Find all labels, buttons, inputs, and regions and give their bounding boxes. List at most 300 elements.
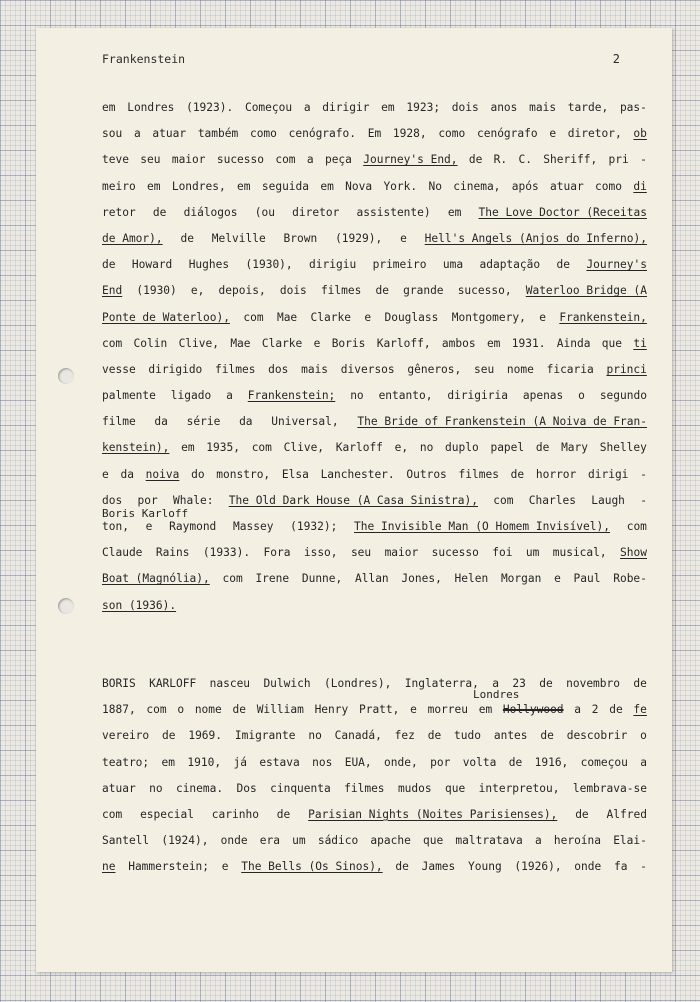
word: série xyxy=(186,415,221,429)
word: Dunne, xyxy=(301,572,343,586)
word: e xyxy=(554,572,561,586)
word: e xyxy=(400,231,407,245)
word: diálogos xyxy=(183,205,238,219)
header-title: Frankenstein xyxy=(102,52,186,66)
word: sucesso, xyxy=(457,284,512,298)
word: ti xyxy=(633,336,647,350)
word: tudo xyxy=(454,729,481,743)
word: BORIS xyxy=(102,676,136,690)
text-line xyxy=(102,828,647,854)
word: filme xyxy=(102,415,136,429)
word: por xyxy=(430,755,451,769)
word: William xyxy=(256,703,304,717)
word: Karloff xyxy=(335,441,383,455)
word: atuar xyxy=(102,781,136,795)
word: com xyxy=(626,520,647,533)
word: dirigiu xyxy=(309,258,357,272)
word: e xyxy=(145,520,153,533)
word: Jones, xyxy=(401,572,442,586)
word: de xyxy=(633,676,647,690)
word: e xyxy=(364,310,372,324)
word: son (1936). xyxy=(102,598,177,612)
word: mais xyxy=(301,362,329,376)
word: James xyxy=(421,860,456,874)
word: 2 xyxy=(591,703,599,717)
text-line xyxy=(102,688,647,723)
word: de xyxy=(540,729,554,743)
typed-insert-londres: Londres xyxy=(473,688,520,702)
word: atuar xyxy=(152,127,187,141)
word: com xyxy=(102,807,123,821)
word: e xyxy=(102,467,109,481)
word: meiro xyxy=(102,179,136,193)
word: Colin xyxy=(133,336,168,350)
word: de xyxy=(510,467,525,481)
document-body xyxy=(102,95,647,880)
word: (1933). xyxy=(202,546,251,560)
word: dos xyxy=(268,362,289,376)
word: (1932); xyxy=(290,520,338,533)
word: dos xyxy=(102,493,123,507)
text-line xyxy=(102,435,647,461)
word: segundo xyxy=(599,389,647,403)
word: com xyxy=(146,703,167,717)
paragraph-karloff xyxy=(102,671,647,881)
word: 1935, xyxy=(206,441,240,455)
word: diversos xyxy=(340,362,395,376)
word: mais xyxy=(529,101,557,114)
word: Laugh xyxy=(591,493,625,507)
word: vereiro xyxy=(102,729,150,743)
typewritten-page xyxy=(36,28,672,972)
word: da xyxy=(120,467,134,481)
word: carinho xyxy=(211,807,259,821)
word: descobrir xyxy=(566,729,628,743)
word: maior xyxy=(384,546,419,560)
word: (Londres), xyxy=(323,676,392,690)
word: ligado xyxy=(170,389,212,403)
word: sucesso xyxy=(431,546,479,560)
word: no xyxy=(149,781,163,795)
word: no xyxy=(350,389,364,403)
text-line xyxy=(102,331,647,357)
word: Morgan xyxy=(500,572,542,586)
word: nome xyxy=(506,362,534,376)
word: Elai- xyxy=(613,834,647,848)
word: dois xyxy=(279,284,307,298)
word: - xyxy=(640,467,647,481)
word: de xyxy=(539,676,553,690)
word: onde, xyxy=(384,755,418,769)
text-line xyxy=(102,593,647,619)
word: Clarke xyxy=(310,310,351,324)
word: End xyxy=(102,284,123,298)
word: onde xyxy=(574,860,602,874)
word: Charles xyxy=(528,493,576,507)
word: horror xyxy=(535,467,577,481)
word: de xyxy=(575,807,589,821)
word: Whale: xyxy=(173,493,214,507)
word: após xyxy=(511,179,539,193)
text-line xyxy=(102,357,647,383)
word: em xyxy=(478,703,493,717)
word: The Invisible Man (O Homem Invisível), xyxy=(354,520,610,533)
word: monstro, xyxy=(216,467,271,481)
word: lembrava-se xyxy=(572,781,647,795)
punch-hole-upper xyxy=(58,368,74,384)
word: como xyxy=(438,127,466,141)
word: papel xyxy=(490,441,525,455)
word: o xyxy=(177,703,185,717)
word: Ainda xyxy=(556,336,591,350)
word: duplo xyxy=(445,441,479,455)
word: Frankenstein, xyxy=(559,310,647,324)
word: heroína xyxy=(553,834,602,848)
text-line xyxy=(102,723,647,749)
word: Elsa xyxy=(281,467,309,481)
word: com xyxy=(493,493,514,507)
word: (1926), xyxy=(514,860,562,874)
word: retor xyxy=(102,205,136,219)
word: Fora xyxy=(263,546,291,560)
word: pas- xyxy=(619,101,647,114)
word: a xyxy=(133,127,141,141)
word: ob xyxy=(633,127,647,141)
text-line xyxy=(102,507,647,540)
word: o xyxy=(578,389,585,403)
word: um xyxy=(292,834,306,848)
word: ficaria xyxy=(546,362,594,376)
word: um xyxy=(525,546,540,560)
word: C. xyxy=(518,153,532,167)
word: de xyxy=(468,153,483,167)
word: cenógrafo xyxy=(476,127,538,141)
word: antes xyxy=(493,729,528,743)
text-line xyxy=(102,305,647,331)
word: seu xyxy=(473,362,495,376)
word: (1929), xyxy=(335,231,383,245)
word: por xyxy=(137,493,158,507)
word: que xyxy=(423,834,444,848)
word: Começou xyxy=(244,101,293,114)
word: onde xyxy=(220,834,248,848)
word: de xyxy=(152,205,167,219)
word: dois xyxy=(451,101,479,114)
word: No xyxy=(428,179,442,193)
word: Mae xyxy=(276,310,298,324)
word: cinema. xyxy=(175,781,224,795)
word: Melville xyxy=(211,231,266,245)
word: nos xyxy=(312,755,333,769)
word: já xyxy=(233,755,247,769)
word: de xyxy=(556,258,570,272)
word: Young xyxy=(468,860,502,874)
word: entanto, xyxy=(378,389,433,403)
word: Brown xyxy=(283,231,318,245)
word: Mary xyxy=(561,441,589,455)
word: diretor xyxy=(292,205,340,219)
word: que xyxy=(601,336,622,350)
word: a xyxy=(534,834,542,848)
word: - xyxy=(640,153,647,167)
text-line xyxy=(102,252,647,278)
word: EUA, xyxy=(344,755,372,769)
word: isso, xyxy=(303,546,338,560)
word: Waterloo Bridge (A xyxy=(525,284,647,298)
word: de xyxy=(276,807,291,821)
text-line xyxy=(102,174,647,200)
word: vesse xyxy=(102,362,136,376)
word: ne xyxy=(102,860,116,874)
word: mudos xyxy=(397,781,432,795)
word: 1887, xyxy=(102,703,136,717)
word: Hollywood xyxy=(502,703,564,717)
word: no xyxy=(419,441,434,455)
word: Henry xyxy=(314,703,349,717)
word: que xyxy=(445,781,466,795)
text-line xyxy=(102,802,647,828)
word: estava xyxy=(259,755,300,769)
word: de xyxy=(162,729,176,743)
word: Boris xyxy=(331,336,366,350)
word: cinquenta xyxy=(270,781,331,795)
word: Massey xyxy=(233,520,274,533)
word: o xyxy=(640,729,647,743)
word: Sheriff, xyxy=(543,153,598,167)
word: começou xyxy=(580,755,628,769)
word: seu xyxy=(350,546,372,560)
word: (ou xyxy=(254,205,275,219)
word: Universal, xyxy=(271,415,339,429)
word: apache xyxy=(370,834,411,848)
word: de xyxy=(232,703,246,717)
word: de xyxy=(102,258,116,272)
text-line xyxy=(102,147,647,173)
word: (1930), xyxy=(245,258,293,272)
word: especial xyxy=(140,807,194,821)
word: KARLOFF xyxy=(149,676,197,690)
word: de xyxy=(508,755,523,769)
word: - xyxy=(640,860,647,874)
word: Robe- xyxy=(613,572,647,586)
word: teve xyxy=(102,153,129,167)
page-number: 2 xyxy=(612,52,620,66)
word: a xyxy=(306,153,314,167)
word: Em xyxy=(367,127,382,141)
word: sou xyxy=(102,127,123,141)
word: The Bride of Frankenstein (A Noiva de Fran- xyxy=(357,415,647,429)
word: em xyxy=(381,101,395,114)
word: em xyxy=(486,336,501,350)
word: em xyxy=(147,179,161,193)
word: filmes xyxy=(215,362,256,376)
word: Montgomery, xyxy=(451,310,526,324)
word: Lanchester. xyxy=(320,467,395,481)
word: com xyxy=(243,310,264,324)
word: novembro xyxy=(566,676,620,690)
text-line xyxy=(102,540,647,566)
word: morreu xyxy=(427,703,468,717)
word: kenstein), xyxy=(102,441,170,455)
word: a xyxy=(640,755,647,769)
word: Alfred xyxy=(606,807,647,821)
word: Helen xyxy=(454,572,489,586)
word: Londres, xyxy=(171,179,226,193)
word: maltratava xyxy=(455,834,523,848)
word: primeiro xyxy=(372,258,427,272)
word: do xyxy=(191,467,205,481)
word: e xyxy=(313,336,321,350)
word: interpretou, xyxy=(478,781,560,795)
word: Karloff, xyxy=(376,336,431,350)
word: 1931. xyxy=(511,336,546,350)
word: em xyxy=(161,755,176,769)
word: 23 xyxy=(512,676,526,690)
word: em xyxy=(320,179,334,193)
word: Dos xyxy=(236,781,257,795)
word: fez xyxy=(394,729,415,743)
word: e, xyxy=(190,284,205,298)
word: depois, xyxy=(218,284,266,298)
word: Clarke xyxy=(261,336,303,350)
word: adaptação xyxy=(479,258,541,272)
word: 1916, xyxy=(534,755,569,769)
word: pri xyxy=(608,153,629,167)
word: Mae xyxy=(230,336,251,350)
text-line xyxy=(102,671,647,697)
word: volta xyxy=(462,755,497,769)
word: gêneros, xyxy=(407,362,462,376)
word: em xyxy=(181,441,195,455)
word: peça xyxy=(324,153,352,167)
word: da xyxy=(239,415,253,429)
word: apenas xyxy=(522,389,564,403)
word: de Amor), xyxy=(102,231,163,245)
word: 1928, xyxy=(392,127,427,141)
text-line xyxy=(102,278,647,304)
word: nasceu xyxy=(209,676,251,690)
word: filmes xyxy=(344,781,385,795)
word: Frankenstein; xyxy=(247,389,336,403)
word: de xyxy=(375,284,389,298)
word: de xyxy=(535,441,550,455)
word: filmes xyxy=(320,284,362,298)
word: dirigir xyxy=(322,101,370,114)
word: com xyxy=(275,153,296,167)
word: em xyxy=(237,179,251,193)
word: R. xyxy=(493,153,508,167)
word: fe xyxy=(633,703,647,717)
text-line xyxy=(102,462,647,488)
word: 1910, xyxy=(187,755,222,769)
text-line xyxy=(102,854,647,880)
word: tarde, xyxy=(567,101,609,114)
text-line xyxy=(102,409,647,435)
text-line xyxy=(102,383,647,409)
word: atuar xyxy=(550,179,584,193)
word: dirigiria xyxy=(447,389,508,403)
word: (1924), xyxy=(161,834,209,848)
word: diretor, xyxy=(567,127,622,141)
text-line xyxy=(102,776,647,802)
word: Hughes xyxy=(188,258,230,272)
paragraph-whale xyxy=(102,95,647,619)
word: era xyxy=(259,834,280,848)
word: da xyxy=(154,415,168,429)
word: (1930) xyxy=(136,284,177,298)
word: de xyxy=(609,703,623,717)
punch-hole-lower xyxy=(58,598,74,614)
word: Nova xyxy=(345,179,373,193)
word: maior xyxy=(171,153,206,167)
word: com xyxy=(102,336,123,350)
word: York. xyxy=(383,179,418,193)
word: e xyxy=(539,310,546,324)
word: sádico xyxy=(317,834,359,848)
word: Santell xyxy=(102,834,150,848)
word: de xyxy=(395,860,409,874)
word: no xyxy=(308,729,322,743)
word: - xyxy=(640,493,647,507)
word: palmente xyxy=(102,389,156,403)
word: The Old Dark House (A Casa Sinistra), xyxy=(228,493,478,507)
word: Imigrante xyxy=(234,729,296,743)
word: 1923; xyxy=(406,101,441,114)
word: Journey's xyxy=(586,258,647,272)
word: e xyxy=(549,127,557,141)
word: Boat (Magnólia), xyxy=(102,572,210,586)
word: 1969. xyxy=(188,729,223,743)
text-line xyxy=(102,121,647,147)
word: Hell's Angels (Anjos do Inferno), xyxy=(424,231,647,245)
word: nome xyxy=(194,703,222,717)
word: em xyxy=(447,205,462,219)
word: cinema, xyxy=(453,179,501,193)
word: Outros xyxy=(406,467,447,481)
word: Douglass xyxy=(384,310,439,324)
word: a xyxy=(303,101,311,114)
handwritten-insert-boris-karloff: Boris Karloff xyxy=(102,507,189,520)
word: Shelley xyxy=(599,441,647,455)
word: cenógrafo. xyxy=(288,127,356,141)
word: Raymond xyxy=(169,520,217,533)
word: (1923). xyxy=(186,101,234,114)
word: anos xyxy=(490,101,518,114)
text-line xyxy=(102,95,647,121)
word: Pratt, xyxy=(358,703,400,717)
text-line xyxy=(102,750,647,776)
word: como xyxy=(595,179,622,193)
text-line xyxy=(102,200,647,226)
word: di xyxy=(633,179,647,193)
word: filmes xyxy=(458,467,499,481)
word: Howard xyxy=(131,258,173,272)
word: Ponte de Waterloo), xyxy=(102,310,230,324)
word: Allan xyxy=(354,572,389,586)
word: também xyxy=(197,127,239,141)
text-line xyxy=(102,566,647,592)
word: e xyxy=(221,860,229,874)
word: dirigi xyxy=(588,467,629,481)
word: foi xyxy=(492,546,513,560)
word: Claude xyxy=(102,546,143,560)
word: e xyxy=(410,703,417,717)
word: de xyxy=(427,729,442,743)
word: teatro; xyxy=(102,755,150,769)
word: The Bells (Os Sinos), xyxy=(241,860,383,874)
text-line xyxy=(102,226,647,252)
word: e, xyxy=(394,441,409,455)
